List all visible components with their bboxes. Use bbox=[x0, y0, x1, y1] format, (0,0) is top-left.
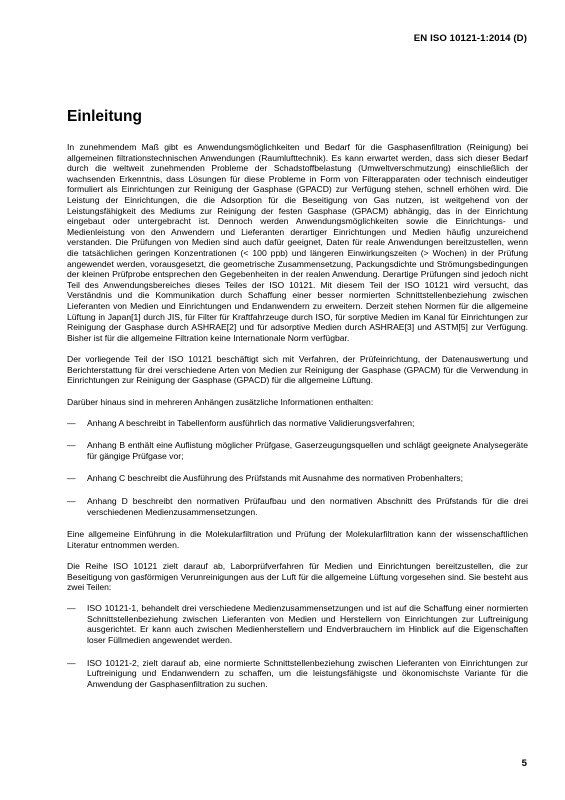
list-item: — Anhang B enthält eine Auflistung möglicher Prüfgase, Gaserzeugungsquellen und schlägt geeignete Analysegeräte für gängige Prüfgase vor; bbox=[67, 440, 528, 461]
list-item: — Anhang C beschreibt die Ausführung des Prüfstands mit Ausnahme des normativen Probenhalters; bbox=[67, 473, 463, 484]
list-dash-marker: — bbox=[67, 440, 76, 451]
list-dash-marker: — bbox=[67, 657, 76, 668]
body-text bbox=[67, 142, 528, 701]
section-heading: Einleitung bbox=[67, 108, 142, 125]
literature-paragraph: Eine allgemeine Einführung in die Molekularfiltration und Prüfung der Molekularfiltration kann der wissenschaftlichen Literatur entnommen werden. bbox=[67, 529, 528, 550]
parts-list bbox=[67, 603, 528, 689]
annex-intro-paragraph: Darüber hinaus sind in mehreren Anhängen zusätzliche Informationen enthalten: bbox=[67, 396, 374, 407]
annex-list bbox=[67, 418, 528, 518]
page-number: 5 bbox=[521, 758, 527, 769]
list-dash-marker: — bbox=[67, 496, 76, 507]
list-dash-marker: — bbox=[67, 603, 76, 614]
list-dash-marker: — bbox=[67, 473, 76, 484]
list-item: — Anhang D beschreibt den normativen Prüfaufbau und den normativen Abschnitt des Prüfstands für die drei verschiedenen Medienzusammensetzungen. bbox=[67, 496, 528, 517]
scope-paragraph: Der vorliegende Teil der ISO 10121 beschäftigt sich mit Verfahren, der Prüfeinrichtung, der Datenauswertung und Berichterstattung für drei verschiedene Arten von Medien zur Reinigung der Gasphase (GPACM) für die Verwendung in Einrichtungen zur Reinigung der Gasphase (GPACD) für die allgemeine Lüftung. bbox=[67, 354, 528, 386]
list-dash-marker: — bbox=[67, 417, 76, 428]
series-paragraph: Die Reihe ISO 10121 zielt darauf ab, Laborprüfverfahren für Medien und Einrichtungen bereitzustellen, die zur Beseitigung von gasförmigen Verunreinigungen aus der Luft für die allgemeine Lüftung vorgesehen sind. Sie besteht aus zwei Teilen: bbox=[67, 560, 528, 593]
list-item: — ISO 10121-1, behandelt drei verschiedene Medienzusammensetzungen und ist auf die Schaffung einer normierten Schnittstellenbeziehung zwischen Lieferanten von Medien und Herstellern von Einrichtungen zur Luftreinigung ausgerichtet. Er kann auch zwischen Medienherstellern und Endverbrauchern im Hinblick auf die Eigenschaften loser Füllmedien angewendet werden. bbox=[67, 603, 528, 645]
list-item: — Anhang A beschreibt in Tabellenform ausführlich das normative Validierungsverfahren; bbox=[67, 417, 415, 428]
list-item: — ISO 10121-2, zielt darauf ab, eine normierte Schnittstellenbeziehung zwischen Lieferanten von Einrichtungen zur Luftreinigung und Endanwendern zu schaffen, um die leistungsfähigste und ökonomischste Variante für die Anwendung der Gasphasenfiltration zu suchen. bbox=[67, 657, 528, 689]
intro-paragraph: In zunehmendem Maß gibt es Anwendungsmöglichkeiten und Bedarf für die Gasphasenfiltration (Reinigung) bei allgemeinen filtrationstechnischen Anwendungen (Raumlufttechnik). Es kann erwartet werden, dass sich dieser Bedarf durch die weltweit zunehmenden Probleme der Schadstoffbelastung (Umweltverschmutzung) einschließlich der wachsenden Erkenntnis, dass Lösungen für diese Probleme in Form von Filterapparaten oder technisch eindeutiger formuliert als Einrichtungen zur Reinigung der Gasphase (GPACD) zur Verfügung stehen, schnell erhöhen wird. Die Leistung der Einrichtungen, die die Adsorption für die Beseitigung von Gas nutzen, ist weitgehend von der Leistungsfähigkeit des Mediums zur Reinigung der festen Gasphase (GPACM) abhängig, das in der Einrichtung eingebaut oder untergebracht ist. Dennoch werden Anwendungsmöglichkeiten sowie die Einrichtungs- und Medienleistung von den Anwendern und Lieferanten derartiger Einrichtungen und Medien häufig unzureichend verstanden. Die Prüfungen von Medien sind auch dafür geeignet, Daten für reale Anwendungen bereitzustellen, wenn die tatsächlichen geringen Konzentrationen (< 100 ppb) und längeren Einwirkungszeiten (> Wochen) in der Prüfung angewendet werden, vorausgesetzt, die geometrische Zusammensetzung, Packungsdichte und Strömungsbedingungen der kleinen Prüfprobe entsprechen den Gegebenheiten in der realen Anwendung. Derartige Prüfungen sind jedoch nicht Teil des Anwendungsbereiches dieses Teiles der ISO 10121. Mit diesem Teil der ISO 10121 wird versucht, das Verständnis und die Kommunikation durch Schaffung einer besser normierten Schnittstellenbeziehung zwischen Lieferanten von Medien und Einrichtungen und Endanwendern zu erweitern. Derzeit stehen Normen für die allgemeine Lüftung in Japan[1] durch JIS, für Filter für Kraftfahrzeuge durch ISO, für sorptive Medien im Kanal für Einrichtungen zur Reinigung der Gasphase durch ASHRAE[2] und für adsorptive Medien durch ASHRAE[3] und ASTM[5] zur Verfügung. Bisher ist für die allgemeine Filtration keine Internationale Norm verfügbar. bbox=[67, 142, 528, 343]
document-identifier: EN ISO 10121-1:2014 (D) bbox=[413, 33, 527, 44]
